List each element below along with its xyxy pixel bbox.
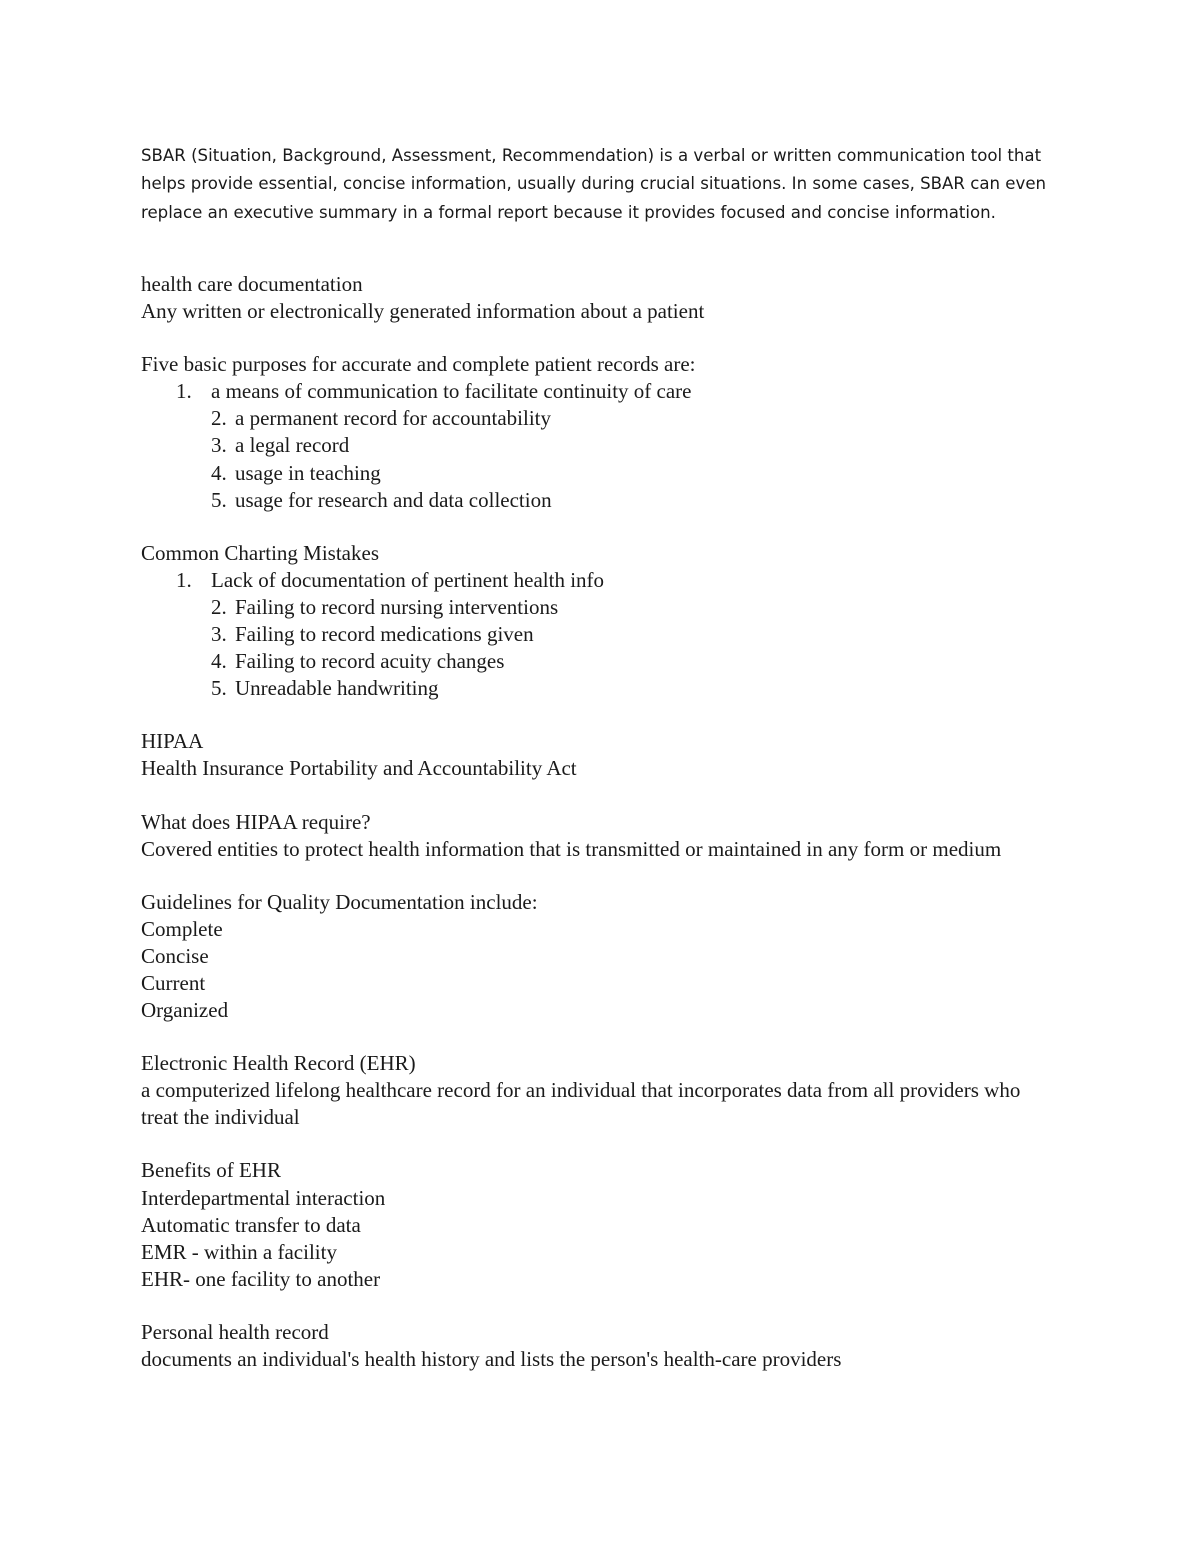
list-number: 4. <box>211 649 227 674</box>
list-number: 2. <box>211 594 227 619</box>
list-item: Interdepartmental interaction <box>141 1185 386 1210</box>
mistakes-section <box>141 540 1056 703</box>
list-number: 3. <box>211 622 227 647</box>
hipaa-requirement-question: What does HIPAA require? <box>141 809 371 834</box>
mistakes-list <box>141 567 1056 702</box>
list-number: 5. <box>211 487 227 512</box>
ehr-section <box>141 1050 1056 1131</box>
list-item-text: Unreadable handwriting <box>235 676 439 701</box>
list-item-text: Failing to record acuity changes <box>235 649 505 674</box>
sbar-intro-paragraph: SBAR (Situation, Background, Assessment, Recommendation) is a verbal or written communication tool that helps provide essential, concise information, usually during crucial situations. In some cases, SBAR can even replace an executive summary in a formal report because it provides focused and concise information. <box>141 146 1047 222</box>
list-item-text: usage in teaching <box>235 460 381 485</box>
list-number: 1. <box>176 567 192 592</box>
list-item: Complete <box>141 916 223 941</box>
list-item-text: usage for research and data collection <box>235 487 552 512</box>
list-number: 3. <box>211 433 227 458</box>
list-item <box>141 621 1056 648</box>
hipaa-requirement-section <box>141 809 1056 863</box>
ehr-benefits-section <box>141 1157 1056 1292</box>
hipaa-term: HIPAA <box>141 729 204 754</box>
list-item <box>141 567 1056 594</box>
documentation-definition: Any written or electronically generated information about a patient <box>141 299 705 324</box>
phr-definition: documents an individual's health history and lists the person's health-care providers <box>141 1347 842 1371</box>
list-item: Concise <box>141 943 209 968</box>
documentation-section <box>141 271 1056 325</box>
purposes-heading: Five basic purposes for accurate and complete patient records are: <box>141 352 696 377</box>
list-item-text: Failing to record medications given <box>235 622 534 647</box>
purposes-section <box>141 351 1056 514</box>
list-number: 1. <box>176 379 192 404</box>
guidelines-section <box>141 889 1056 1024</box>
ehr-term: Electronic Health Record (EHR) <box>141 1051 416 1076</box>
ehr-definition: a computerized lifelong healthcare record for an individual that incorporates data from all providers who treat the individual <box>141 1078 1021 1130</box>
list-item <box>141 460 1056 487</box>
list-item <box>141 648 1056 675</box>
list-number: 4. <box>211 460 227 485</box>
list-item-text: a permanent record for accountability <box>235 406 552 431</box>
hipaa-section <box>141 728 1056 782</box>
phr-term: Personal health record <box>141 1319 329 1344</box>
list-item <box>141 432 1056 459</box>
list-item: Organized <box>141 998 229 1023</box>
ehr-benefits-heading: Benefits of EHR <box>141 1158 281 1183</box>
hipaa-requirement-answer: Covered entities to protect health information that is transmitted or maintained in any form or medium <box>141 836 1002 861</box>
purposes-list <box>141 378 1056 513</box>
list-item-text: Lack of documentation of pertinent health info <box>211 567 605 592</box>
list-item <box>141 487 1056 514</box>
hipaa-definition: Health Insurance Portability and Accountability Act <box>141 756 577 781</box>
list-item-text: a legal record <box>235 433 350 458</box>
list-number: 2. <box>211 406 227 431</box>
mistakes-heading: Common Charting Mistakes <box>141 540 379 565</box>
list-item <box>141 594 1056 621</box>
list-item: EHR- one facility to another <box>141 1266 381 1291</box>
list-number: 5. <box>211 676 227 701</box>
document-body <box>141 271 1056 1399</box>
guidelines-heading: Guidelines for Quality Documentation include: <box>141 889 538 914</box>
list-item-text: a means of communication to facilitate continuity of care <box>211 379 692 404</box>
list-item <box>141 378 1056 405</box>
list-item <box>141 675 1056 702</box>
phr-section <box>141 1319 1056 1373</box>
list-item: Current <box>141 970 206 995</box>
documentation-term: health care documentation <box>141 272 363 296</box>
list-item: Automatic transfer to data <box>141 1212 361 1237</box>
list-item <box>141 405 1056 432</box>
list-item-text: Failing to record nursing interventions <box>235 594 559 619</box>
list-item: EMR - within a facility <box>141 1239 337 1264</box>
